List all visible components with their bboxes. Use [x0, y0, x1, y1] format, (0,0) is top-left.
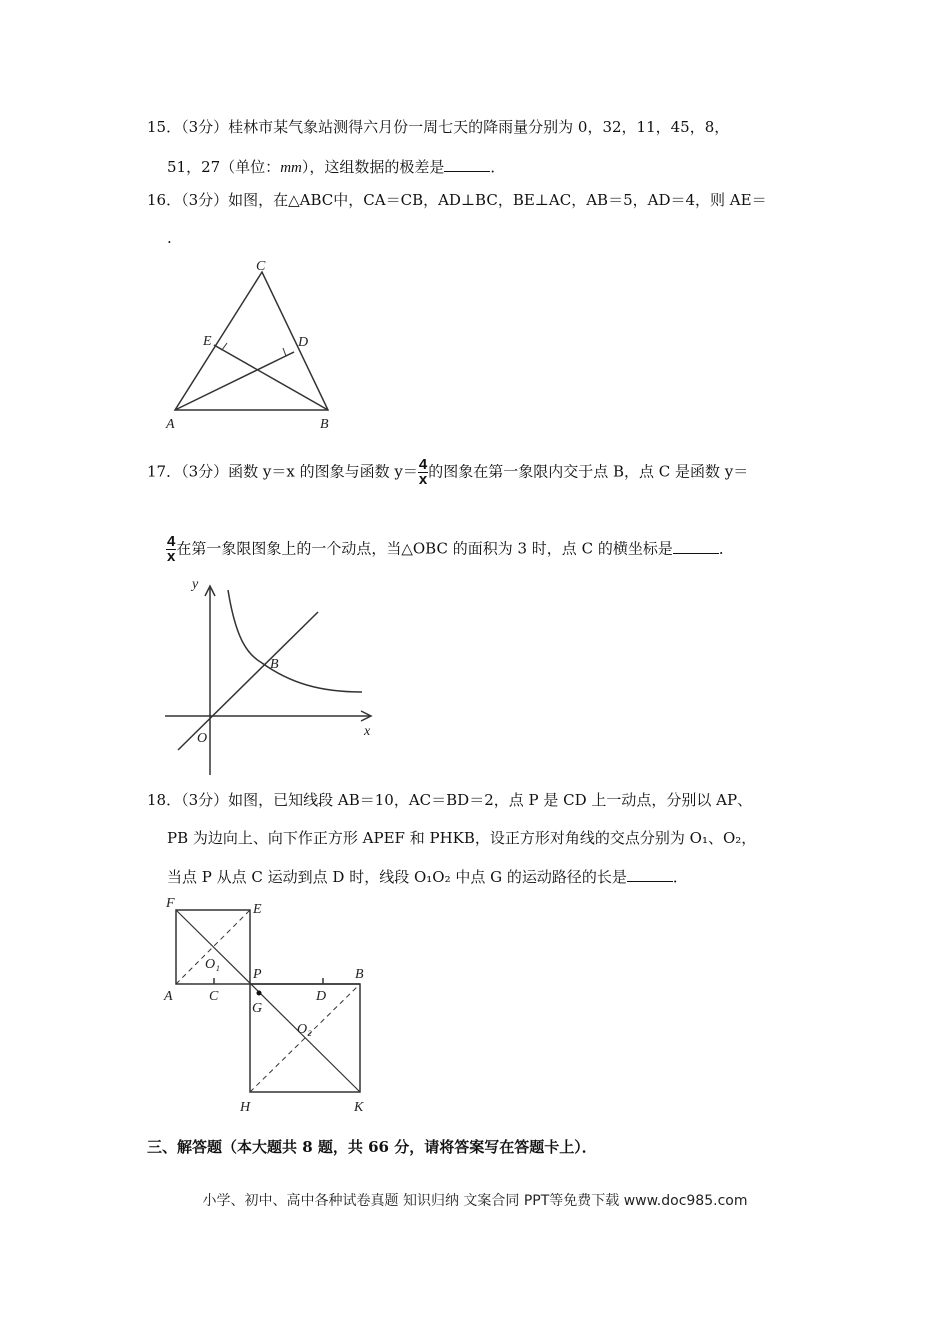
label-e: E: [203, 334, 212, 349]
label-o1: O₁: [205, 957, 220, 972]
label-b: B: [355, 967, 364, 982]
q18-end: ．: [672, 868, 688, 886]
label-a: A: [166, 417, 175, 432]
q15-unit: mm: [280, 160, 302, 176]
label-o: O: [197, 731, 208, 746]
label-y: y: [192, 577, 199, 592]
label-d: D: [316, 989, 327, 1004]
label-e: E: [253, 902, 262, 917]
q15-end: ．: [490, 158, 506, 176]
label-g: G: [252, 1001, 263, 1016]
page-footer: 小学、初中、高中各种试卷真题 知识归纳 文案合同 PPT等免费下载 www.doc985.com: [202, 1193, 748, 1209]
q18-text: 当点 P 从点 C 运动到点 D 时，线段 O₁O₂ 中点 G 的运动路径的长是: [167, 868, 627, 886]
label-d: D: [298, 335, 309, 350]
label-b: B: [270, 657, 279, 672]
frac-num: 4: [418, 456, 428, 473]
label-x: x: [364, 724, 371, 739]
label-a: A: [164, 989, 173, 1004]
q17-text-3: 在第一象限图象上的一个动点，当△OBC 的面积为 3 时，点 C 的横坐标是: [176, 539, 673, 558]
label-p: P: [253, 967, 262, 982]
point-g: [257, 991, 262, 996]
label-h: H: [240, 1100, 251, 1115]
frac-den: x: [418, 471, 428, 488]
q17-text: 17．（3分）函数 y＝x 的图象与函数 y＝: [147, 462, 418, 481]
frac-den: x: [167, 548, 176, 565]
q17-end: ．: [718, 539, 734, 558]
section-heading: 三、解答题（本大题共 8 题，共 66 分，请将答案写在答题卡上）．: [147, 1138, 597, 1156]
q15-text-b: ），这组数据的极差是: [301, 158, 445, 176]
label-c: C: [209, 989, 219, 1004]
label-b: B: [320, 417, 329, 432]
label-k: K: [354, 1100, 364, 1115]
label-c: C: [256, 259, 266, 274]
q17-text-2: 的图象在第一象限内交于点 B，点 C 是函数 y＝: [428, 462, 749, 481]
q16-line1: 16．（3分）如图，在△ABC中，CA＝CB，AD⊥BC，BE⊥AC，AB＝5，AD＝4，则 AE＝: [147, 191, 767, 209]
q15-text: 51，27（单位：: [167, 158, 281, 176]
q18-line1: 18．（3分）如图，已知线段 AB＝10，AC＝BD＝2，点 P 是 CD 上一动点，分别以 AP、: [147, 791, 753, 809]
frac-num: 4: [167, 533, 176, 550]
q15-line1: 15．（3分）桂林市某气象站测得六月份一周七天的降雨量分别为 0，32，11，45，8，: [147, 118, 730, 136]
q16-line2: .: [167, 229, 172, 247]
label-f: F: [166, 896, 175, 911]
label-o2: O₂: [297, 1022, 312, 1037]
q18-line2: PB 为边向上、向下作正方形 APEF 和 PHKB，设正方形对角线的交点分别为 O₁、O₂，: [167, 829, 757, 847]
